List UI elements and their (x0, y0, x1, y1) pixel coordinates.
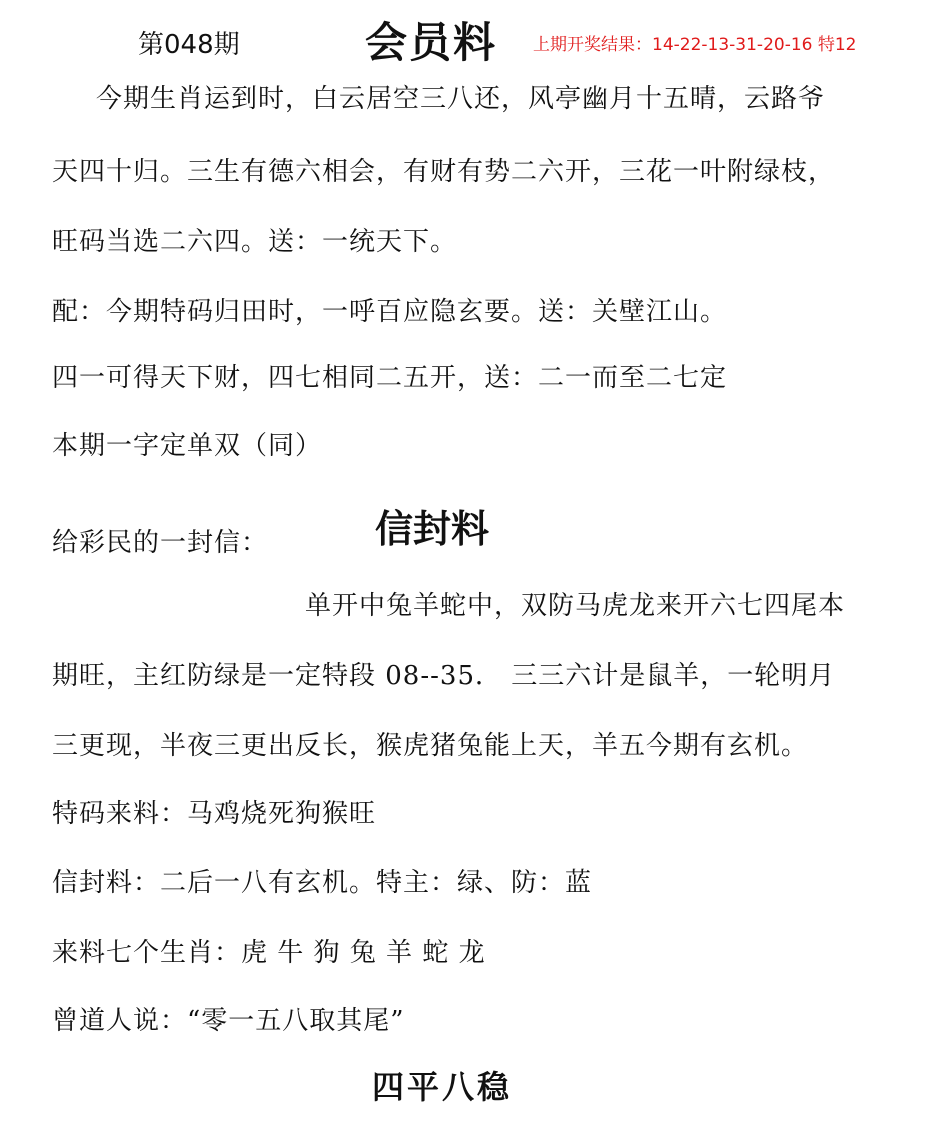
xinfeng-line: 信封料：二后一八有玄机。特主：绿、防：蓝 (52, 868, 593, 898)
siyi-line: 四一可得天下财，四七相同二五开，送：二一而至二七定 (52, 363, 728, 393)
poem-line-3: 旺码当选二六四。送：一统天下。 (52, 227, 458, 257)
poem-line-1: 今期生肖运到时，白云居空三八还，风亭幽月十五晴，云路爷 (96, 84, 826, 114)
letter-line-3: 三更现，半夜三更出反长，猴虎猪兔能上天，羊五今期有玄机。 (52, 731, 809, 761)
letter-line-1: 单开中兔羊蛇中，双防马虎龙来开六七四尾本 (305, 591, 846, 621)
pei-line: 配：今期特码归田时，一呼百应隐玄要。送：关壁江山。 (52, 297, 728, 327)
qixiao-line: 来料七个生肖：虎 牛 狗 兔 羊 蛇 龙 (52, 938, 486, 968)
danshuang-line: 本期一字定单双（同） (52, 431, 323, 461)
poem-line-2: 天四十归。三生有德六相会，有财有势二六开，三花一叶附绿枝， (52, 157, 836, 187)
letter-line-2: 期旺，主红防绿是一定特段 08--35． 三三六计是鼠羊，一轮明月 (52, 661, 836, 691)
issue-number: 第048期 (138, 30, 240, 60)
tema-line: 特码来料：马鸡烧死狗猴旺 (52, 799, 377, 829)
bottom-phrase: 四平八稳 (372, 1068, 513, 1106)
last-result: 上期开奖结果：14-22-13-31-20-16 特12 (533, 35, 857, 55)
page-title: 会员料 (365, 18, 498, 67)
zengdao-line: 曾道人说：“零一五八取其尾” (52, 1006, 405, 1036)
letter-label: 给彩民的一封信： (52, 528, 269, 558)
letter-title: 信封料 (375, 506, 490, 551)
